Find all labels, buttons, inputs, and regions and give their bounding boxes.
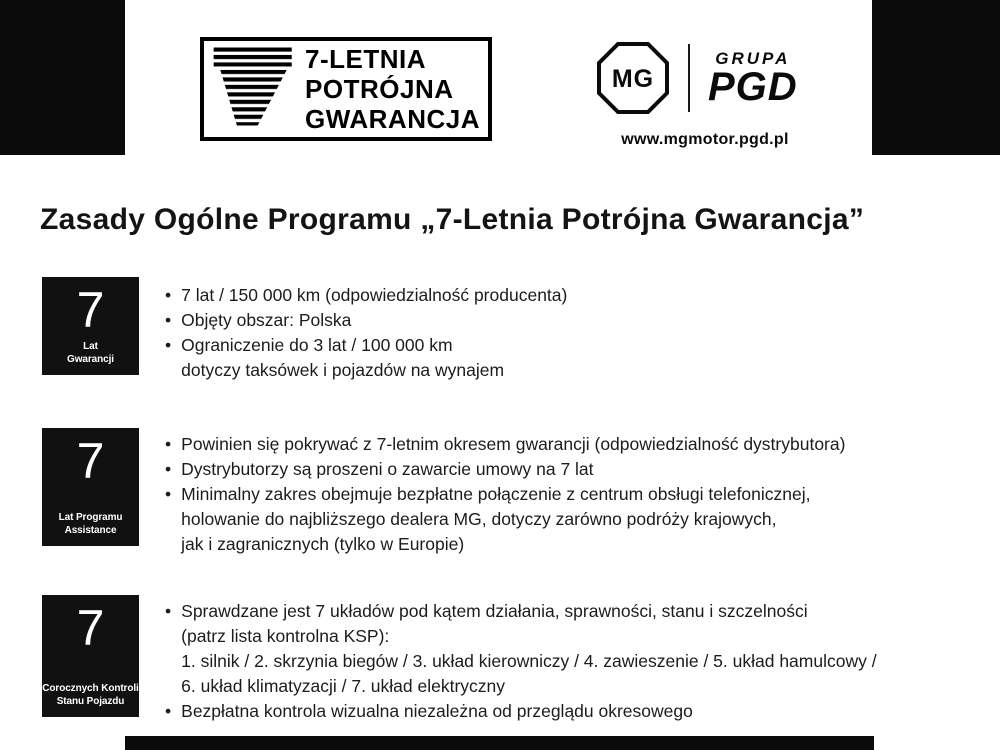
list-item <box>165 432 845 457</box>
item-line: Bezpłatna kontrola wizualna niezależna od przeglądu okresowego <box>181 701 693 721</box>
section-lat-gwarancji <box>42 277 972 383</box>
footer-black-strip <box>125 736 874 750</box>
item-text <box>181 432 845 457</box>
item-text <box>181 308 351 333</box>
item-text <box>181 333 504 383</box>
item-line: (patrz lista kontrolna KSP): <box>181 626 390 646</box>
badge-corocznych-kontroli <box>42 595 139 717</box>
item-text <box>181 283 567 308</box>
section-corocznych-kontroli <box>42 595 972 724</box>
badge-number: 7 <box>76 282 105 338</box>
bullet-list <box>165 428 845 557</box>
bullet-icon: • <box>165 459 172 479</box>
item-text <box>181 599 876 699</box>
list-item <box>165 599 877 699</box>
badge-label <box>59 511 123 537</box>
warranty-line: POTRÓJNA <box>305 74 454 104</box>
badge-label-line: Lat Programu <box>58 512 123 523</box>
item-line: 6. układ klimatyzacji / 7. układ elektryczny <box>181 676 506 696</box>
badge-label-line: Assistance <box>64 525 117 536</box>
logo-divider <box>688 44 690 112</box>
badge-lat-gwarancji <box>42 277 139 375</box>
item-line: Objęty obszar: Polska <box>181 310 352 330</box>
page-title: Zasady Ogólne Programu „7-Letnia Potrójna Gwarancja” <box>40 203 865 236</box>
badge-label <box>42 682 138 708</box>
header-black-panel-left <box>0 0 125 155</box>
badge-label-line: Stanu Pojazdu <box>56 696 125 707</box>
badge-lat-programu-assistance <box>42 428 139 546</box>
bullet-icon: • <box>165 601 172 621</box>
list-item <box>165 482 845 557</box>
item-text <box>181 482 810 557</box>
striped-seven-icon <box>212 46 295 132</box>
grupa-pgd-logo <box>708 49 798 109</box>
item-line: Dystrybutorzy są proszeni o zawarcie umowy na 7 lat <box>181 459 594 479</box>
list-item <box>165 333 567 383</box>
bullet-list <box>165 277 567 383</box>
warranty-logo-text <box>305 44 480 134</box>
bullet-icon: • <box>165 701 172 721</box>
list-item <box>165 699 877 724</box>
badge-number: 7 <box>76 433 105 489</box>
bullet-list <box>165 595 877 724</box>
section-lat-programu-assistance <box>42 428 972 557</box>
item-line: Sprawdzane jest 7 układów pod kątem działania, sprawności, stanu i szczelności <box>181 601 808 621</box>
item-line: jak i zagranicznych (tylko w Europie) <box>181 534 465 554</box>
warranty-logo-box <box>200 37 492 141</box>
item-line: Ograniczenie do 3 lat / 100 000 km <box>181 335 453 355</box>
badge-number: 7 <box>76 600 105 656</box>
item-line: Powinien się pokrywać z 7-letnim okresem gwarancji (odpowiedzialność dystrybutora) <box>181 434 846 454</box>
item-line: Minimalny zakres obejmuje bezpłatne połączenie z centrum obsługi telefonicznej, <box>181 484 811 504</box>
item-line: 7 lat / 150 000 km (odpowiedzialność producenta) <box>181 285 568 305</box>
bullet-icon: • <box>165 484 172 504</box>
list-item <box>165 283 567 308</box>
grupa-label: GRUPA <box>715 49 791 68</box>
bullet-icon: • <box>165 335 172 355</box>
mg-logo-letters: MG <box>611 65 655 93</box>
list-item <box>165 308 567 333</box>
bullet-icon: • <box>165 310 172 330</box>
pgd-label: PGD <box>708 65 798 109</box>
mg-octagon-logo-icon <box>596 41 670 115</box>
header-black-panel-right <box>872 0 1000 155</box>
brand-logos <box>596 38 798 118</box>
badge-label-line: Gwarancji <box>67 354 114 365</box>
badge-label-line: Corocznych Kontroli <box>42 683 139 694</box>
item-text <box>181 699 693 724</box>
item-line: dotyczy taksówek i pojazdów na wynajem <box>181 360 505 380</box>
badge-label <box>67 340 114 366</box>
website-url: www.mgmotor.pgd.pl <box>621 131 789 148</box>
warranty-line: GWARANCJA <box>305 104 480 134</box>
item-text <box>181 457 593 482</box>
warranty-line: 7-LETNIA <box>305 44 427 74</box>
item-line: holowanie do najbliższego dealera MG, dotyczy zarówno podróży krajowych, <box>181 509 777 529</box>
bullet-icon: • <box>165 285 172 305</box>
list-item <box>165 457 845 482</box>
bullet-icon: • <box>165 434 172 454</box>
badge-label-line: Lat <box>83 341 98 352</box>
item-line: 1. silnik / 2. skrzynia biegów / 3. układ kierowniczy / 4. zawieszenie / 5. układ hamulcowy / <box>181 651 877 671</box>
